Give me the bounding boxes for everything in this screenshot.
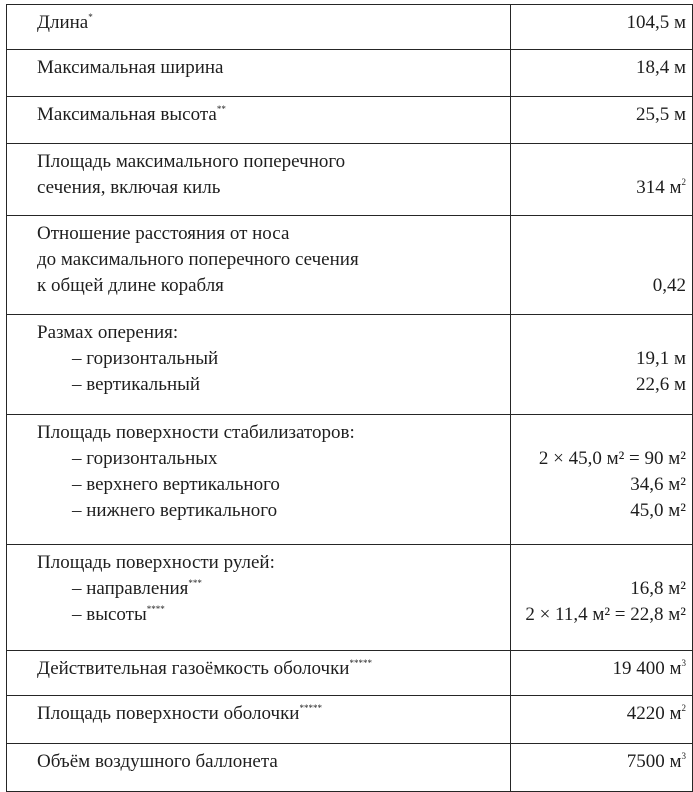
- sub-item-value: 2 × 45,0 м² = 90 м²: [538, 448, 686, 469]
- table-row: [7, 50, 693, 97]
- row-value: [511, 545, 693, 651]
- sub-item-value: 2 × 11,4 м² = 22,8 м²: [525, 604, 686, 625]
- table-row: [7, 97, 693, 144]
- sub-item-value: 45,0 м²: [630, 500, 686, 521]
- group-heading: Площадь поверхности рулей:: [37, 552, 275, 573]
- row-label: Максимальная высота**: [7, 97, 511, 144]
- sub-item-label: – высоты: [72, 604, 147, 625]
- row-value: 314 $м^2$: [511, 144, 693, 216]
- row-value: [511, 415, 693, 545]
- table-row: [7, 5, 693, 50]
- row-label: [7, 415, 511, 545]
- group-heading: Размах оперения:: [37, 322, 179, 343]
- row-label: [7, 315, 511, 415]
- table-row: [7, 651, 693, 696]
- row-value: 7500 $м^3$: [511, 744, 693, 792]
- row-value: 25,5 м: [511, 97, 693, 144]
- sub-item-label: – горизонтальных: [72, 448, 218, 469]
- footnote-mark: ***: [188, 577, 202, 588]
- group-heading: Площадь поверхности стабилизаторов:: [37, 422, 355, 443]
- sub-item-value: 19,1 м: [635, 348, 686, 369]
- table-row: [7, 315, 693, 415]
- table-row: [7, 415, 693, 545]
- row-label: [7, 545, 511, 651]
- row-label: Объём воздушного баллонета: [7, 744, 511, 792]
- sub-item-label: – верхнего вертикального: [72, 474, 280, 495]
- row-value: 19 400 $м^3$: [511, 651, 693, 696]
- row-label: Отношение расстояния от носа до максимального поперечного сечения к общей длине корабля: [7, 216, 511, 315]
- table-row: [7, 545, 693, 651]
- sub-item-label: – вертикальный: [72, 374, 201, 395]
- row-value: [511, 315, 693, 415]
- table-row: [7, 744, 693, 792]
- row-value: 4220 $м^2$: [511, 696, 693, 744]
- row-label: Максимальная ширина: [7, 50, 511, 97]
- row-value: 18,4 м: [511, 50, 693, 97]
- specifications-table: [6, 4, 693, 792]
- footnote-mark: *****: [299, 702, 322, 713]
- sub-item-value: 22,6 м: [635, 374, 686, 395]
- footnote-mark: *: [88, 11, 93, 22]
- sub-item-value: 16,8 м²: [630, 578, 686, 599]
- sub-item-value: 34,6 м²: [630, 474, 686, 495]
- row-label: Площадь поверхности оболочки*****: [7, 696, 511, 744]
- sub-item-label: – нижнего вертикального: [72, 500, 278, 521]
- row-value: 0,42: [511, 216, 693, 315]
- sub-item-label: – горизонтальный: [72, 348, 219, 369]
- row-value: 104,5 м: [511, 5, 693, 50]
- row-label: Действительная газоёмкость оболочки*****: [7, 651, 511, 696]
- sub-item-label: – направления: [72, 578, 189, 599]
- table-row: [7, 696, 693, 744]
- footnote-mark: ****: [146, 603, 165, 614]
- footnote-mark: *****: [349, 657, 372, 668]
- footnote-mark: **: [216, 103, 226, 114]
- table-row: [7, 144, 693, 216]
- row-label: Площадь максимального поперечного сечения, включая киль: [7, 144, 511, 216]
- table-row: [7, 216, 693, 315]
- row-label: Длина*: [7, 5, 511, 50]
